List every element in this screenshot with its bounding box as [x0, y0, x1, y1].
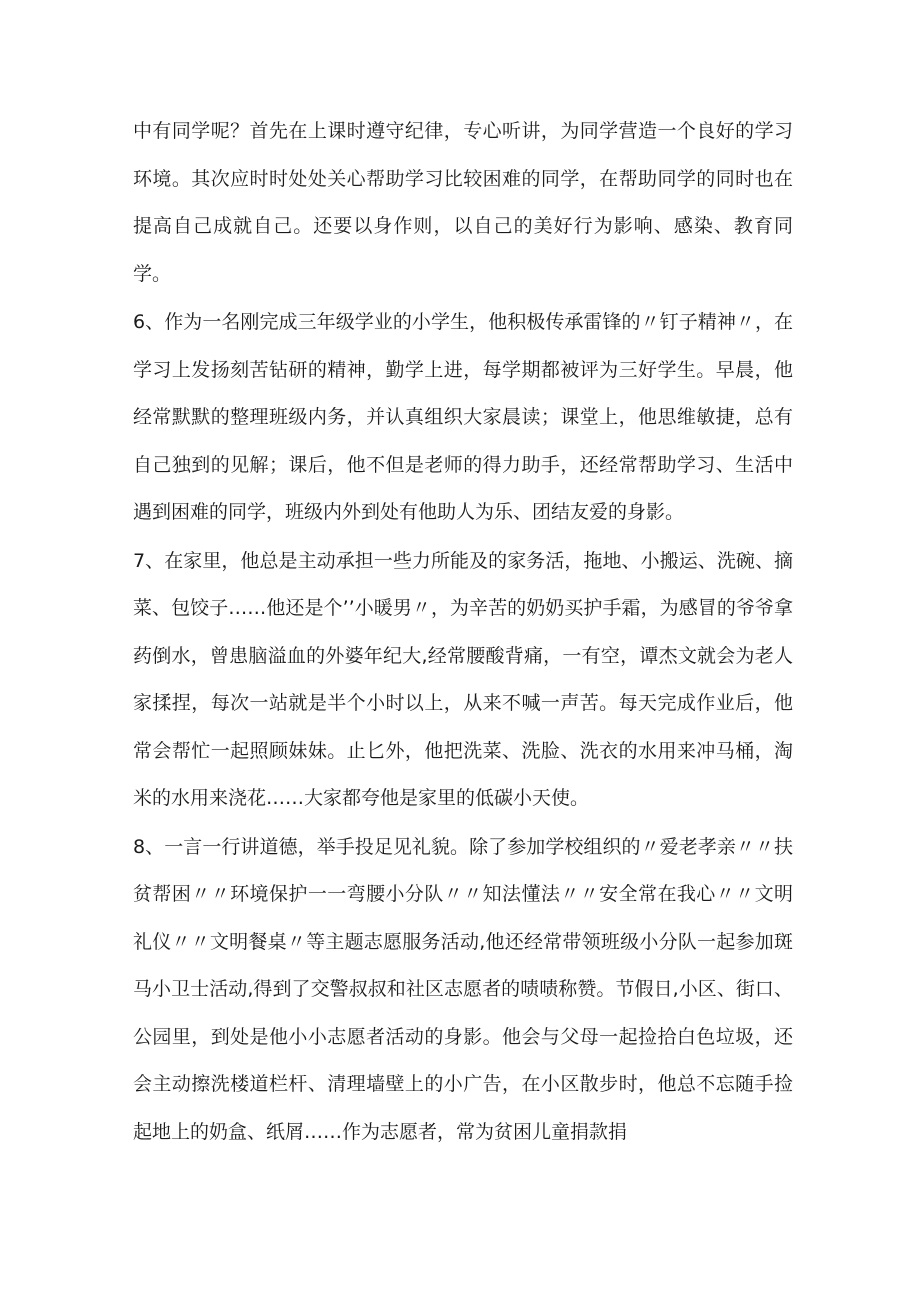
- paragraph-item-7: 7、在家里，他总是主动承担一些力所能及的家务活，拖地、小搬运、洗碗、摘菜、包饺子……他还是个’’小暖男〃，为辛苦的奶奶买护手霜，为感冒的爷爷拿药倒水，曾患脑溢血的外婆年纪大,经常腰酸背痛，一有空，谭杰文就会为老人家揉捏，每次一站就是半个小时以上，从来不喊一声苦。每天完成作业后，他常会帮忙一起照顾妹妹。止匕外，他把洗菜、洗脸、洗衣的水用来冲马桶，淘米的水用来浇花……大家都夸他是家里的低碳小天使。: [133, 549, 793, 809]
- paragraph-continuation: 中有同学呢？首先在上课时遵守纪律，专心听讲，为同学营造一个良好的学习环境。其次应时时处处关心帮助学习比较困难的同学，在帮助同学的同时也在提高自己成就自己。还要以身作则，以自己的美好行为影响、感染、教育同学。: [133, 120, 793, 285]
- paragraph-item-8: 8、一言一行讲道德，举手投足见礼貌。除了参加学校组织的〃爱老孝亲〃〃扶贫帮困〃〃环境保护一一弯腰小分队〃〃知法懂法〃〃安全常在我心〃〃文明礼仪〃〃文明餐桌〃等主题志愿服务活动,他还经常带领班级小分队一起参加斑马小卫士活动,得到了交警叔叔和社区志愿者的啧啧称赞。节假日,小区、街口、公园里，到处是他小小志愿者活动的身影。他会与父母一起捡拾白色垃圾，还会主动擦洗楼道栏杆、清理墙壁上的小广告，在小区散步时，他总不忘随手捡起地上的奶盒、纸屑……作为志愿者，常为贫困儿童捐款捐: [133, 835, 793, 1143]
- document-body: [133, 108, 793, 1156]
- paragraph-item-6: 6、作为一名刚完成三年级学业的小学生，他积极传承雷锋的〃钉子精神〃，在学习上发扬刻苦钻研的精神，勤学上进，每学期都被评为三好学生。早晨，他经常默默的整理班级内务，并认真组织大家晨读；课堂上，他思维敏捷，总有自己独到的见解；课后，他不但是老师的得力助手，还经常帮助学习、生活中遇到困难的同学，班级内外到处有他助人为乐、团结友爱的身影。: [133, 311, 793, 523]
